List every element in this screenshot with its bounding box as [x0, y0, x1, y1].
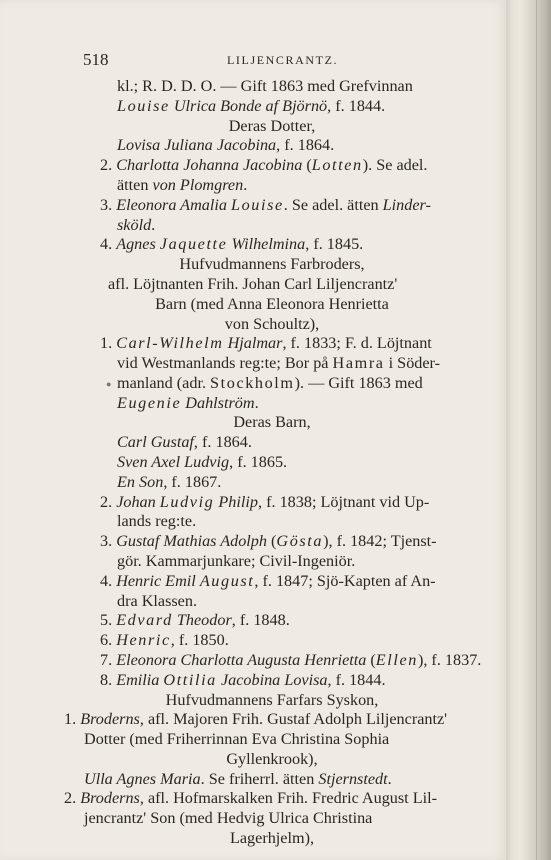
- text-segment: 4.: [100, 571, 117, 590]
- text-segment: , f. 1833; F. d. Löjtnant: [282, 334, 432, 353]
- text-segment: 2.: [100, 156, 117, 175]
- text-segment: , f. 1850.: [170, 631, 229, 650]
- text-segment: Gösta: [276, 532, 324, 551]
- book-page-edge: [506, 0, 551, 860]
- text-line: [60, 690, 484, 711]
- page-number: 518: [83, 50, 109, 69]
- text-segment: 7.: [100, 650, 117, 669]
- text-segment: Eleonora Amalia: [116, 195, 227, 214]
- text-segment: Broderns: [80, 789, 140, 808]
- text-segment: von Schoultz),: [224, 314, 320, 333]
- text-line: [100, 650, 481, 671]
- text-line: [60, 828, 484, 849]
- text-segment: Stjernstedt: [318, 769, 388, 788]
- text-line: [117, 452, 287, 473]
- text-line: [100, 571, 436, 592]
- text-segment: , afl. Hofmarskalken Frih. Fredric August Lil-: [139, 789, 438, 808]
- text-segment: Henric: [116, 631, 171, 650]
- text-line: [100, 195, 431, 216]
- text-segment: Lagerhjelm),: [229, 829, 315, 847]
- text-line: [117, 551, 355, 572]
- text-segment: Henric Emil: [116, 571, 196, 590]
- text-segment: Hjalmar: [227, 334, 283, 353]
- text-segment: , f. 1867.: [163, 472, 222, 491]
- text-segment: ). Se adel.: [362, 156, 428, 175]
- text-segment: 5.: [100, 611, 117, 630]
- text-line: [117, 76, 413, 97]
- text-line: [117, 591, 197, 612]
- text-segment: Eugenie: [117, 393, 182, 412]
- text-segment: Ellen: [375, 650, 418, 669]
- text-segment: Louise: [117, 96, 170, 115]
- text-segment: .: [254, 393, 259, 412]
- text-segment: Wilhelmina: [231, 235, 306, 254]
- text-segment: Ludvig: [159, 492, 215, 511]
- text-segment: 3.: [100, 195, 117, 214]
- text-line: [84, 808, 372, 829]
- text-line: [117, 472, 221, 493]
- text-line: [100, 492, 429, 513]
- text-line: [100, 155, 427, 176]
- text-segment: Charlotta Johanna Jacobina: [116, 156, 303, 175]
- text-line: [117, 511, 196, 532]
- text-segment: Barn (med Anna Eleonora Henrietta: [155, 294, 389, 313]
- text-line: [64, 709, 447, 730]
- text-segment: Dotter (med Friherrinnan Eva Christina Sophia: [84, 730, 390, 749]
- text-segment: Ottilia: [163, 670, 217, 689]
- text-line: [64, 788, 437, 809]
- text-segment: 3.: [100, 532, 117, 551]
- text-segment: manland (adr.: [117, 373, 211, 392]
- text-line: [60, 314, 484, 335]
- text-line: [117, 432, 252, 453]
- text-segment: vid Westmanlands reg:te; Bor på: [117, 354, 333, 373]
- running-title: LILJENCRANTZ.: [227, 53, 339, 67]
- text-line: [100, 610, 290, 631]
- text-segment: ), f. 1837.: [417, 650, 482, 669]
- text-segment: En Son: [117, 472, 164, 491]
- text-line: [60, 254, 484, 275]
- text-segment: 2.: [64, 789, 81, 808]
- text-line: [100, 333, 432, 354]
- margin-mark: ●: [106, 379, 112, 389]
- text-segment: ätten: [117, 175, 153, 194]
- text-segment: Agnes: [116, 235, 156, 254]
- page-header: [0, 50, 508, 70]
- text-segment: Gustaf Mathias Adolph: [116, 532, 267, 551]
- text-segment: Deras Dotter,: [228, 116, 316, 135]
- text-segment: , afl. Majoren Frih. Gustaf Adolph Liljencrantz': [139, 710, 448, 729]
- text-segment: von Plomgren: [152, 175, 244, 194]
- text-segment: Philip: [218, 492, 258, 511]
- text-segment: 1.: [100, 334, 117, 353]
- text-segment: Jaquette: [159, 235, 228, 254]
- text-segment: ), f. 1842; Tjenst-: [323, 532, 437, 551]
- text-segment: (: [366, 650, 376, 669]
- text-segment: 2.: [100, 492, 117, 511]
- text-segment: 6.: [100, 631, 117, 650]
- text-segment: sköld: [117, 215, 152, 234]
- text-segment: Jacobina Lovisa: [220, 670, 328, 689]
- text-segment: ). — Gift 1863 med: [294, 373, 423, 392]
- text-segment: lands reg:te.: [117, 512, 197, 531]
- text-segment: , f. 1848.: [231, 611, 290, 630]
- text-segment: .: [387, 769, 392, 788]
- text-segment: kl.; R. D. D. O. — Gift 1863 med Grefvinnan: [117, 77, 413, 95]
- text-line: [117, 353, 440, 374]
- text-segment: Ulla Agnes Maria: [84, 769, 201, 788]
- text-segment: jencrantz' Son (med Hedvig Ulrica Christina: [84, 809, 373, 828]
- text-line: [100, 531, 437, 552]
- text-line: [84, 729, 389, 750]
- text-line: [117, 135, 334, 156]
- text-segment: (: [302, 156, 312, 175]
- text-segment: gör. Kammarjunkare; Civil-Ingeniör.: [117, 551, 356, 570]
- text-segment: , f. 1847; Sjö-Kapten af An-: [254, 571, 436, 590]
- text-segment: Louise: [231, 195, 284, 214]
- text-segment: (: [266, 532, 277, 551]
- text-segment: Carl-Wilhelm: [116, 334, 224, 353]
- text-segment: , f. 1838; Löjtnant vid Up-: [258, 492, 430, 511]
- text-segment: i Söder-: [384, 354, 441, 373]
- text-segment: , f. 1864.: [276, 136, 335, 155]
- text-line: [108, 274, 397, 295]
- text-segment: Emilia: [116, 670, 160, 689]
- text-segment: 8.: [100, 670, 117, 689]
- text-line: [60, 116, 484, 137]
- text-line: [60, 749, 484, 770]
- text-segment: Gyllenkrook),: [226, 749, 318, 768]
- text-segment: 4.: [100, 235, 117, 254]
- text-segment: August: [199, 571, 255, 590]
- text-segment: Eleonora Charlotta Augusta Henrietta: [116, 650, 367, 669]
- text-segment: .: [151, 215, 156, 234]
- text-segment: Ulrica Bonde af Björnö: [173, 96, 328, 115]
- text-segment: Sven Axel Ludvig: [117, 453, 230, 471]
- text-segment: . Se adel. ätten: [283, 195, 383, 214]
- text-line: [100, 670, 386, 691]
- text-segment: Lotten: [311, 156, 363, 175]
- text-segment: Theodor: [176, 611, 232, 630]
- text-segment: Edvard: [116, 611, 173, 630]
- text-line: [117, 96, 385, 117]
- text-segment: , f. 1865.: [229, 453, 288, 471]
- text-line: [117, 215, 155, 236]
- text-line: [117, 373, 423, 394]
- text-segment: afl. Löjtnanten Frih. Johan Carl Liljencrantz': [108, 274, 398, 293]
- text-segment: Hamra: [332, 354, 385, 373]
- text-segment: dra Klassen.: [117, 591, 198, 610]
- text-line: [117, 175, 247, 196]
- text-segment: Deras Barn,: [233, 413, 311, 432]
- text-line: [60, 294, 484, 315]
- text-line: [100, 630, 229, 651]
- text-line: [84, 769, 392, 790]
- text-segment: .: [243, 175, 248, 194]
- text-segment: Linder-: [382, 195, 431, 214]
- text-segment: Broderns: [80, 710, 140, 729]
- text-segment: 1.: [64, 710, 81, 729]
- text-segment: . Se friherrl. ätten: [200, 769, 319, 788]
- text-segment: Carl Gustaf: [117, 433, 194, 452]
- text-segment: , f. 1845.: [305, 235, 364, 254]
- text-line: [117, 393, 259, 414]
- text-line: [100, 234, 363, 255]
- text-segment: Hufvudmannens Farbroders,: [179, 255, 365, 274]
- text-segment: Hufvudmannens Farfars Syskon,: [165, 690, 379, 709]
- text-segment: Stockholm: [210, 373, 295, 392]
- text-segment: , f. 1844.: [327, 96, 386, 115]
- text-segment: Johan: [116, 492, 156, 511]
- text-line: [60, 412, 484, 433]
- text-segment: , f. 1864.: [193, 433, 252, 452]
- text-segment: , f. 1844.: [327, 670, 386, 689]
- text-segment: Lovisa Juliana Jacobina: [117, 136, 277, 155]
- text-segment: Dahlström: [185, 393, 255, 412]
